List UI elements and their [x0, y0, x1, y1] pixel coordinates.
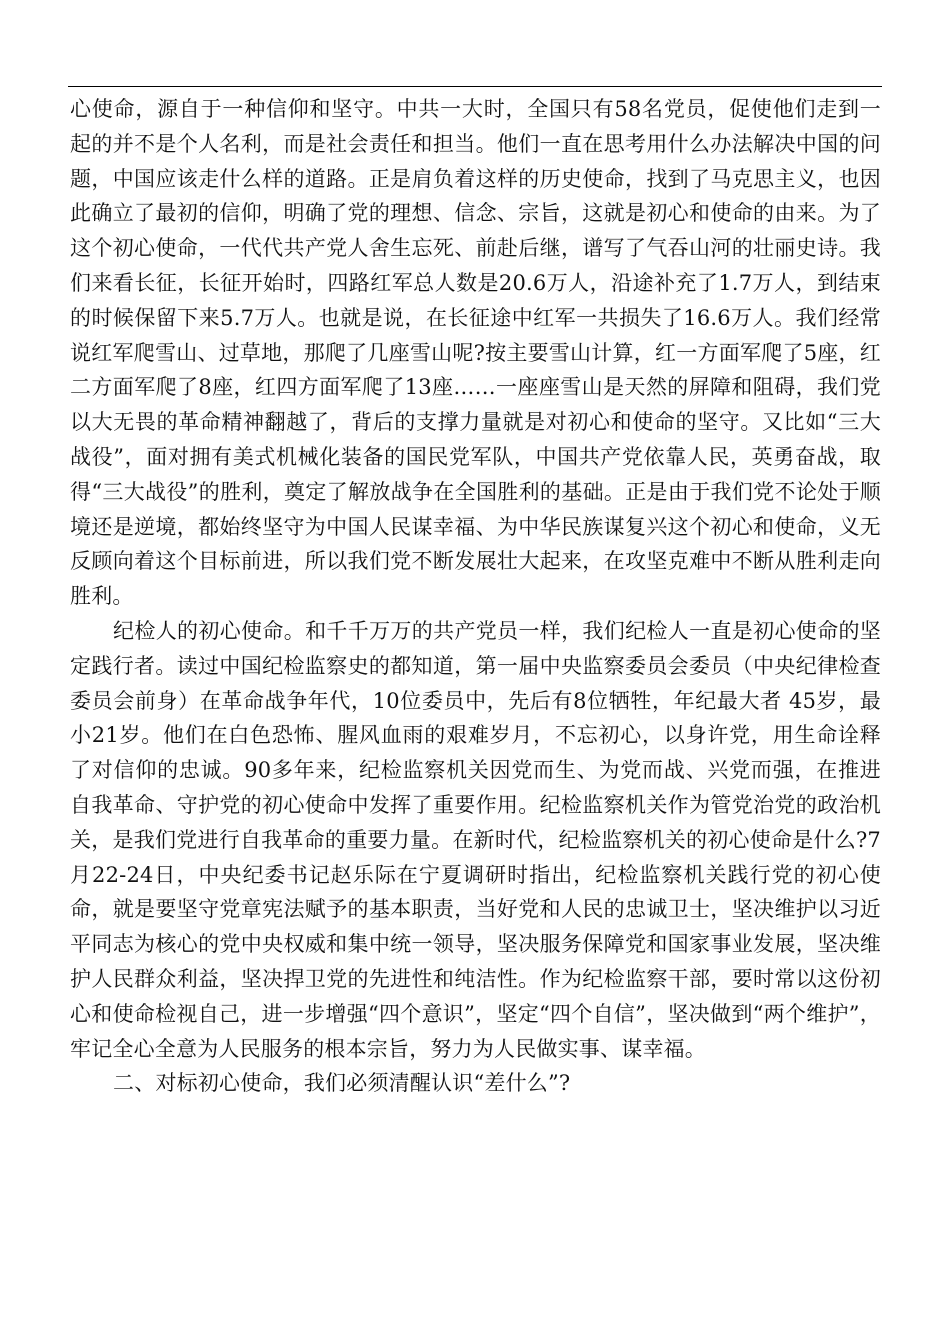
- header-rule: [68, 86, 882, 87]
- paragraph-discipline-inspectors-mission: 纪检人的初心使命。和千千万万的共产党员一样，我们纪检人一直是初心使命的坚定践行者。读过中国纪检监察史的都知道，第一届中央监察委员会委员（中央纪律检查委员会前身）在革命战争年代，10位委员中，先后有8位牺牲，年纪最大者 45岁，最小21岁。他们在白色恐怖、腥风血雨的艰难岁月，不忘初心，以身许党，用生命诠释了对信仰的忠诚。90多年来，纪检监察机关因党而生、为党而战、兴党而强，在推进自我革命、守护党的初心使命中发挥了重要作用。纪检监察机关作为管党治党的政治机关，是我们党进行自我革命的重要力量。在新时代，纪检监察机关的初心使命是什么?7月22-24日，中央纪委书记赵乐际在宁夏调研时指出，纪检监察机关践行党的初心使命，就是要坚守党章宪法赋予的基本职责，当好党和人民的忠诚卫士，坚决维护以习近平同志为核心的党中央权威和集中统一领导，坚决服务保障党和国家事业发展，坚决维护人民群众利益，坚决捍卫党的先进性和纯洁性。作为纪检监察干部，要时常以这份初心和使命检视自己，进一步增强“四个意识”，坚定“四个自信”，坚决做到“两个维护”，牢记全心全意为人民服务的根本宗旨，努力为人民做实事、谋幸福。: [70, 618, 881, 1061]
- document-body: [70, 92, 881, 1101]
- paragraph-origin-of-mission: 心使命，源自于一种信仰和坚守。中共一大时，全国只有58名党员，促使他们走到一起的并不是个人名利，而是社会责任和担当。他们一直在思考用什么办法解决中国的问题，中国应该走什么样的道路。正是肩负着这样的历史使命，找到了马克思主义，也因此确立了最初的信仰，明确了党的理想、信念、宗旨，这就是初心和使命的由来。为了这个初心使命，一代代共产党人舍生忘死、前赴后继，谱写了气吞山河的壮丽史诗。我们来看长征，长征开始时，四路红军总人数是20.6万人，沿途补充了1.7万人，到结束的时候保留下来5.7万人。也就是说，在长征途中红军一共损失了16.6万人。我们经常说红军爬雪山、过草地，那爬了几座雪山呢?按主要雪山计算，红一方面军爬了5座，红二方面军爬了8座，红四方面军爬了13座……一座座雪山是天然的屏障和阻碍，我们党以大无畏的革命精神翻越了，背后的支撑力量就是对初心和使命的坚守。又比如“三大战役”，面对拥有美式机械化装备的国民党军队，中国共产党依靠人民，英勇奋战，取得“三大战役”的胜利，奠定了解放战争在全国胜利的基础。正是由于我们党不论处于顺境还是逆境，都始终坚守为中国人民谋幸福、为中华民族谋复兴这个初心和使命，义无反顾向着这个目标前进，所以我们党不断发展壮大起来，在攻坚克难中不断从胜利走向胜利。: [70, 97, 881, 609]
- section-heading-two: 二、对标初心使命，我们必须清醒认识“差什么”?: [113, 1071, 571, 1096]
